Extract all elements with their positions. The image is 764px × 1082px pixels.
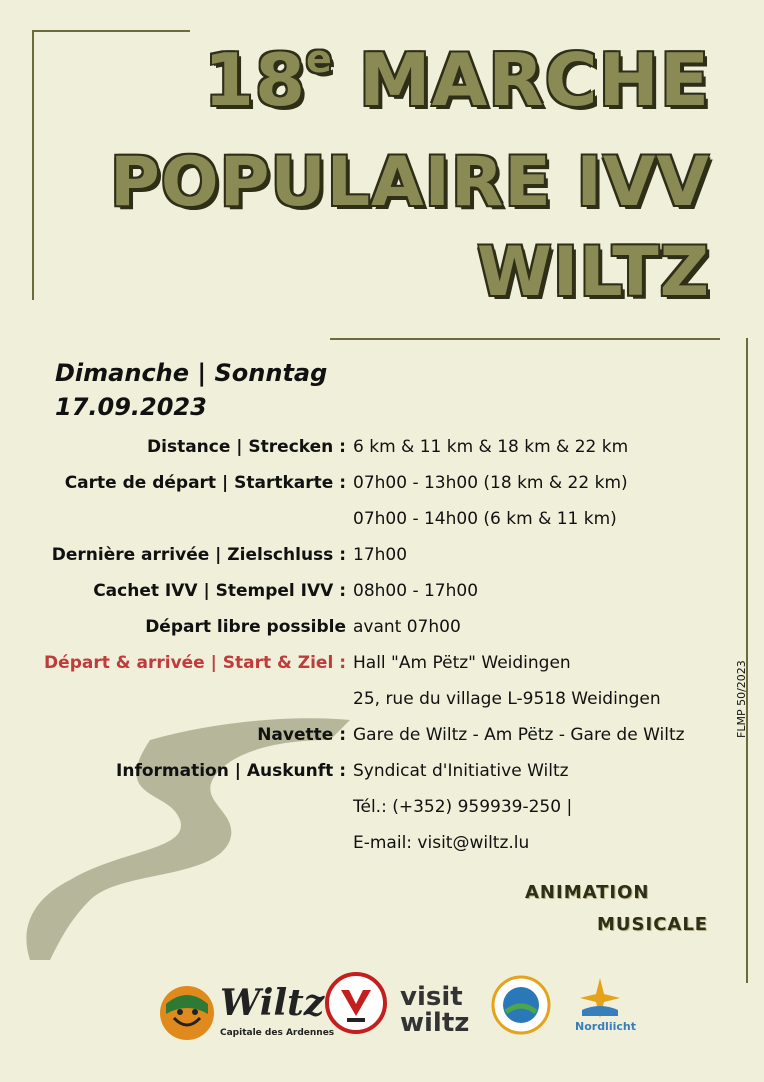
detail-label: Dernière arrivée | Zielschluss :	[51, 545, 346, 565]
detail-row	[0, 833, 764, 869]
detail-label: Carte de départ | Startkarte :	[64, 473, 346, 493]
frame-line-left	[32, 30, 34, 300]
detail-row	[0, 581, 764, 617]
wiltz-face-logo-icon	[158, 984, 216, 1042]
title-line-1	[203, 37, 710, 122]
detail-row	[0, 761, 764, 797]
nordlicht-logo-text: Nordliicht	[575, 1020, 636, 1033]
visit-line-2: wiltz	[400, 1008, 470, 1038]
nordlicht-logo-icon	[578, 976, 622, 1020]
detail-value: avant 07h00	[353, 617, 461, 637]
detail-value: 07h00 - 13h00 (18 km & 22 km)	[353, 473, 628, 493]
frame-line-top	[32, 30, 190, 32]
title-line-2: POPULAIRE IVV	[110, 143, 710, 222]
detail-value: Syndicat d'Initiative Wiltz	[353, 761, 569, 781]
title-superscript: e	[306, 37, 333, 81]
detail-row	[0, 509, 764, 545]
detail-row	[0, 617, 764, 653]
wiltz-logo-subtitle: Capitale des Ardennes	[220, 1028, 335, 1038]
wander-summer-logo-icon	[490, 974, 552, 1036]
detail-label: Information | Auskunft :	[116, 761, 346, 781]
title-line-3: WILTZ	[476, 233, 710, 312]
date-block	[55, 356, 327, 424]
detail-row	[0, 797, 764, 833]
detail-row	[0, 653, 764, 689]
logo-bar	[150, 970, 650, 1050]
title-underline	[330, 338, 720, 340]
detail-label: Cachet IVV | Stempel IVV :	[93, 581, 346, 601]
detail-value: 08h00 - 17h00	[353, 581, 479, 601]
detail-value: 25, rue du village L-9518 Weidingen	[353, 689, 661, 709]
detail-value: 07h00 - 14h00 (6 km & 11 km)	[353, 509, 617, 529]
detail-value: 6 km & 11 km & 18 km & 22 km	[353, 437, 629, 457]
title-word: MARCHE	[358, 38, 710, 122]
ivv-letzebuerg-logo-icon	[325, 972, 387, 1034]
detail-row	[0, 437, 764, 473]
detail-label-highlight: Départ & arrivée | Start & Ziel :	[44, 653, 346, 673]
detail-row	[0, 545, 764, 581]
animation-line-2: MUSICALE	[597, 914, 709, 935]
animation-line-1: ANIMATION	[525, 882, 650, 903]
wiltz-logo-text: Wiltz	[220, 982, 325, 1024]
detail-row	[0, 689, 764, 725]
detail-value: Hall "Am Pëtz" Weidingen	[353, 653, 571, 673]
detail-label: Départ libre possible	[145, 617, 346, 637]
detail-value-email[interactable]: E-mail: visit@wiltz.lu	[353, 833, 530, 853]
visit-line-1: visit	[400, 982, 463, 1012]
detail-value: 17h00	[353, 545, 408, 565]
detail-value-phone[interactable]: Tél.: (+352) 959939-250 |	[353, 797, 573, 817]
title-number: 18	[203, 38, 307, 122]
event-day: Dimanche | Sonntag	[55, 359, 328, 387]
detail-label: Navette :	[257, 725, 346, 745]
detail-row	[0, 725, 764, 761]
visit-wiltz-logo	[400, 984, 469, 1036]
detail-label: Distance | Strecken :	[147, 437, 346, 457]
side-note: FLMP 50/2023	[735, 660, 748, 738]
detail-value: Gare de Wiltz - Am Pëtz - Gare de Wiltz	[353, 725, 685, 745]
detail-row	[0, 473, 764, 509]
animation-musicale	[525, 877, 708, 941]
event-date: 17.09.2023	[55, 393, 207, 421]
